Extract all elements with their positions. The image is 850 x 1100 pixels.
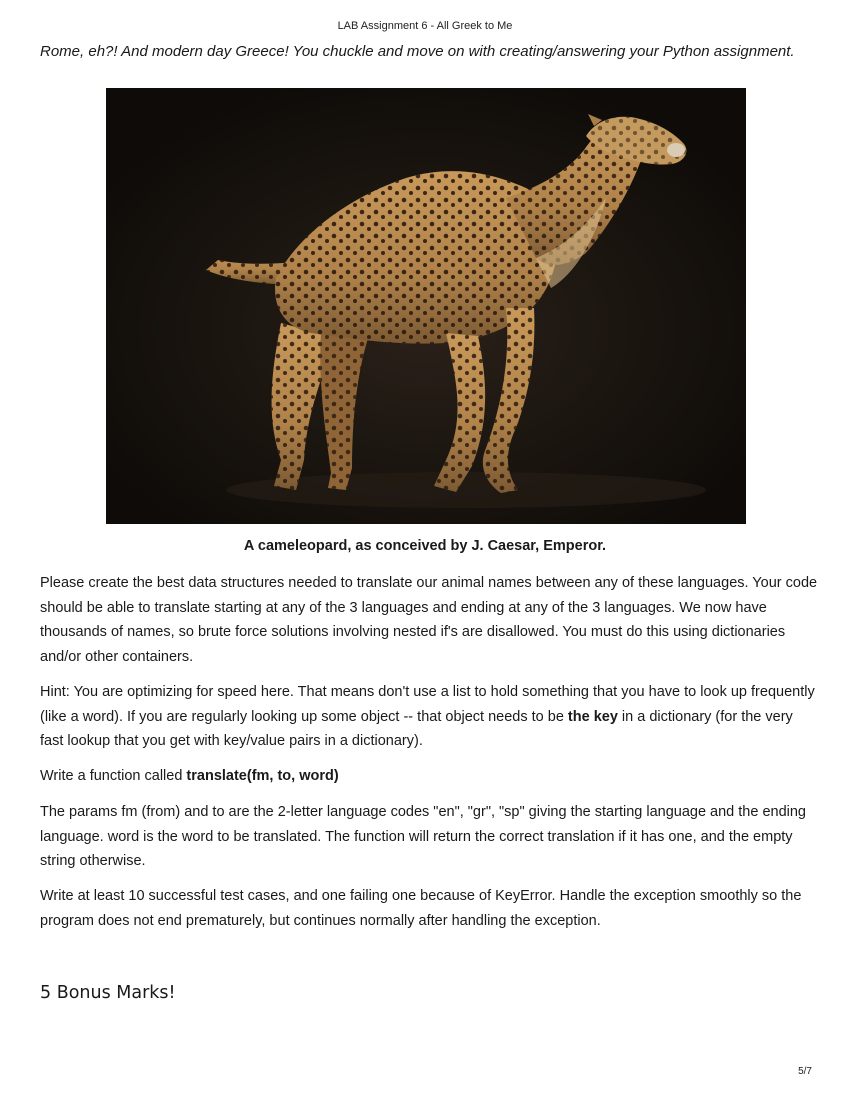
paragraph-hint bbox=[40, 680, 820, 754]
paragraph-data-structures: Please create the best data structures needed to translate our animal names between any of these languages. Your code should be able to translate starting at any of the 3 languages and ending at any of the 3 languages. We now have thousands of names, so brute force solutions involving nested if's are disallowed. You must do this using dictionaries and/or other containers. bbox=[40, 575, 818, 665]
cameleopard-illustration bbox=[106, 88, 746, 524]
function-intro: Write a function called bbox=[40, 768, 187, 784]
intro-text: Rome, eh?! And modern day Greece! You chuckle and move on with creating/answering your Python assignment. bbox=[40, 43, 795, 60]
hint-text-start: Hint: You are optimizing for speed here. That means don't use a list to hold something that you have to look up frequently (like a word). If you are regularly looking up some object -- that object needs to be bbox=[40, 684, 815, 725]
hint-text-end: in a dictionary (for the very fast lookup that you get with key/value pairs in a dictionary). bbox=[40, 708, 793, 749]
paragraph-params: The params fm (from) and to are the 2-letter language codes "en", "gr", "sp" giving the starting language and the ending language. word is the word to be translated. The function will return the correct translation if it has one, and the empty string otherwise. bbox=[40, 804, 806, 869]
hint-bold-key: the key bbox=[567, 708, 618, 725]
function-signature: translate(fm, to, word) bbox=[186, 768, 339, 784]
page-header: LAB Assignment 6 - All Greek to Me bbox=[337, 20, 513, 32]
paragraph-function bbox=[40, 764, 820, 789]
bonus-heading: 5 Bonus Marks! bbox=[40, 983, 176, 1003]
figure-caption: A cameleopard, as conceived by J. Caesar, Emperor. bbox=[243, 538, 607, 554]
cameleopard-image bbox=[106, 88, 746, 524]
paragraph-tests: Write at least 10 successful test cases, and one failing one because of KeyError. Handle the exception smoothly so the program does not end prematurely, but continues normally after handling the exception. bbox=[40, 888, 802, 929]
page-number: 5/7 bbox=[798, 1066, 812, 1077]
